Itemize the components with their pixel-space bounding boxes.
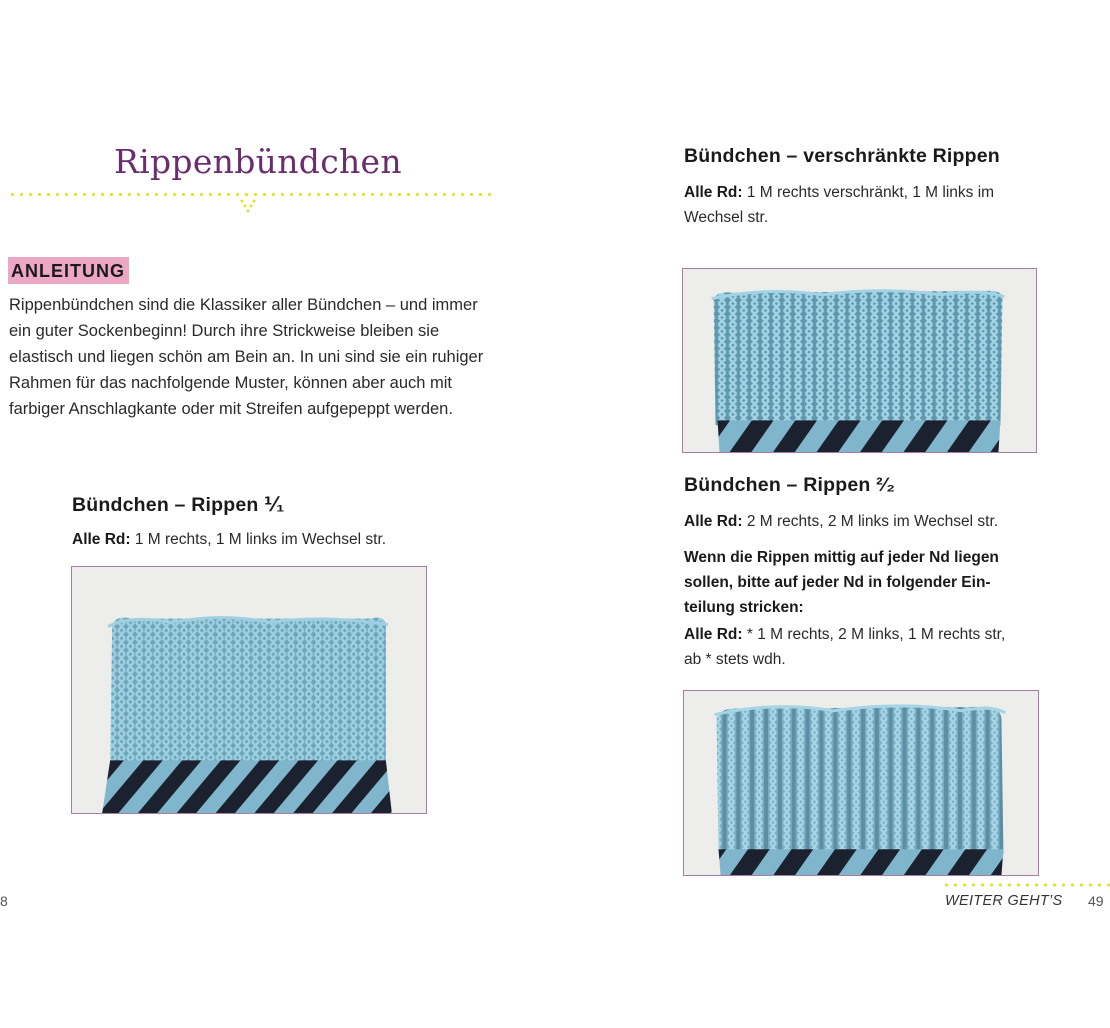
centering-note (684, 545, 1084, 620)
instruction-text: 2 M rechts, 2 M links im Wechsel str. (742, 513, 999, 530)
section-instruction (684, 509, 1064, 534)
instruction-label: Alle Rd: (684, 626, 743, 643)
intro-text (9, 292, 499, 422)
section-heading-twisted-rib: Bündchen – verschränkte Rippen (684, 145, 1000, 167)
instruction-line (684, 180, 1044, 205)
page-title: Rippenbündchen (114, 142, 402, 181)
photo-rib-2-2 (683, 690, 1039, 876)
instruction-label: Alle Rd: (72, 531, 131, 548)
knitted-cuff-illustration (683, 269, 1036, 452)
instruction-line: ab * stets wdh. (684, 651, 786, 668)
instruction-line (684, 622, 1084, 647)
centering-instruction (684, 622, 1084, 672)
intro-line: ein guter Sockenbeginn! Durch ihre Strickweise bleiben sie (9, 322, 440, 340)
section-heading-rib-2-2: Bündchen – Rippen ²⁄₂ (684, 474, 896, 496)
note-line: Wenn die Rippen mittig auf jeder Nd liegen (684, 549, 999, 566)
note-line: teilung stricken: (684, 599, 804, 616)
section-heading-rib-1-1: Bündchen – Rippen ⅟₁ (72, 494, 285, 516)
section-instruction (72, 527, 386, 552)
intro-line: Rippenbündchen sind die Klassiker aller Bündchen – und immer (9, 296, 478, 314)
instruction-text: 1 M rechts verschränkt, 1 M links im (742, 184, 995, 201)
intro-line: farbiger Anschlagkante oder mit Streifen aufgepeppt werden. (9, 400, 453, 418)
knitted-cuff-illustration (72, 567, 426, 813)
instruction-label: Alle Rd: (684, 513, 743, 530)
instructions-tag: ANLEITUNG (8, 257, 129, 284)
note-line: sollen, bitte auf jeder Nd in folgender Ein- (684, 574, 991, 591)
page-number-left: 8 (0, 893, 8, 909)
photo-twisted-rib (682, 268, 1037, 453)
instruction-text: 1 M rechts, 1 M links im Wechsel str. (130, 531, 387, 548)
instruction-line: Wechsel str. (684, 209, 769, 226)
photo-rib-1-1 (71, 566, 427, 814)
footer-dots (942, 882, 1110, 888)
dot-arrow-icon (238, 198, 258, 218)
intro-line: Rahmen für das nachfolgende Muster, können aber auch mit (9, 374, 453, 392)
intro-line: elastisch und liegen schön am Bein an. In uni sind sie ein ruhiger (9, 348, 484, 366)
title-underline-dots (8, 192, 492, 197)
continue-label: WEITER GEHT’S (945, 893, 1063, 909)
instruction-label: Alle Rd: (684, 184, 743, 201)
page-number-right: 49 (1088, 893, 1104, 909)
knitted-cuff-illustration (684, 691, 1038, 875)
section-instruction (684, 180, 1044, 230)
instruction-text: * 1 M rechts, 2 M links, 1 M rechts str, (742, 626, 1006, 643)
